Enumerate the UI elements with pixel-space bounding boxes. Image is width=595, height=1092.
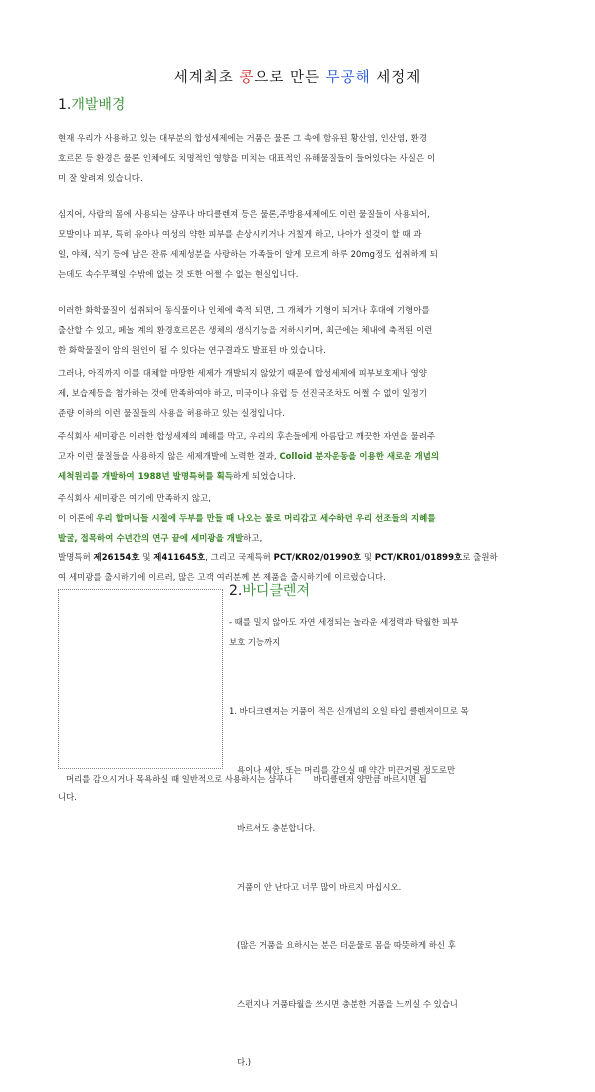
p2-line: 는데도 속수무책일 수밖에 없는 것 또한 어쩔 수 없는 현실입니다.	[58, 269, 299, 279]
p6-highlight: 발굴, 접목하여 수년간의 연구 끝에 세미광을 개발	[58, 533, 244, 543]
section2-title: 바디클렌져	[242, 583, 310, 599]
section2-heading	[229, 580, 310, 600]
p6-line	[58, 508, 538, 528]
p2-line: 모발이나 피부, 특히 유아나 여성의 약한 피부를 손상시키거나 거칠게 하고, 나아가 설겆이 할 때 과	[58, 229, 422, 239]
paragraph-4	[58, 363, 538, 423]
p3-line: 출산할 수 있고, 페놀 계의 환경호르몬은 생체의 생식기능을 저하시키며, 최근에는 체내에 축적된 이런	[58, 325, 433, 335]
p1-line: 호르몬 등 환경은 물론 인체에도 치명적인 영향을 미치는 대표적인 유해물질들이 들어있다는 사실은 이	[58, 153, 436, 163]
p3-line: 이러한 화학물질이 섭취되어 동식물이나 인체에 축적 되면, 그 개체가 기형이 되거나 후대에 기형아를	[58, 305, 430, 315]
p7-line	[58, 547, 538, 567]
section1-number: 1.	[58, 97, 72, 113]
p7-line: 여 세미광를 출시하기에 이르러, 많은 고객 여러분께 본 제품을 출시하기에 이르렀습니다.	[58, 572, 386, 582]
item1-line: 바르셔도 충분합니다.	[229, 823, 316, 833]
p2-line: 심지어, 사람의 몸에 사용되는 샴푸나 바디클렌져 등은 물론,주방용세제에도 이런 물질들이 사용되어,	[58, 209, 430, 219]
p5-highlight: Colloid 분자운동을 이용한 새로운 개념의	[279, 451, 440, 461]
p6-highlight: 우리 할머니들 시절에 두부를 만들 때 나오는 물로 머리감고 세수하던 우리 선조들의 지혜를	[96, 513, 436, 523]
patent-number: 제411645호	[153, 552, 206, 562]
p6-text: 하고,	[243, 533, 263, 543]
intro-line: - 때를 밀지 않아도 자연 세정되는 놀라운 세정력과 탁월한 피부	[229, 617, 459, 627]
title-part2: 으로 만든	[254, 70, 326, 86]
item1-line: 욕이나 세안, 또는 머리를 감으실 때 약간 미끈거릴 정도로만	[229, 764, 456, 775]
product-image-placeholder	[58, 589, 223, 769]
p5-line: 주식회사 세미광은 이러한 합성세제의 폐해를 막고, 우리의 후손들에게 아름답고 깨끗한 자연을 물려주	[58, 431, 436, 441]
section2-number: 2.	[229, 583, 243, 599]
p5-highlight: 세척원리를 개발하여 1988년 발명특허를 획득	[58, 471, 234, 481]
p5-text: 고자 이런 물질들을 사용하지 않은 세제개발에 노력한 결과,	[58, 451, 280, 461]
p3-line: 한 화학물질이 암의 원인이 될 수 있다는 연구결과도 발표된 바 있습니다.	[58, 345, 326, 355]
paragraph-5	[58, 426, 538, 486]
title-part3: 세정제	[370, 70, 422, 86]
usage-note	[58, 770, 548, 806]
item1-line: 1. 바디크렌져는 거품이 적은 신개념의 오일 타입 클렌저이므로 목	[229, 706, 469, 716]
patent-number: PCT/KR01/01899호	[374, 552, 463, 562]
p1-line: 현재 우리가 사용하고 있는 대부분의 합성세제에는 거품은 물론 그 속에 함유된 황산염, 인산염, 환경	[58, 133, 428, 143]
footer-line: 니다.	[58, 792, 77, 802]
footer-line: 머리를 감으시거나 목욕하실 때 일반적으로 사용하시는 샴푸나 바디클렌저 양만큼 바르시면 됩	[58, 774, 427, 784]
p4-line: 제, 보습제등을 첨가하는 것에 만족하여야 하고, 미국이나 유럽 등 선진국조차도 어쩔 수 없이 일정기	[58, 388, 428, 398]
item1-line: 다.)	[229, 1057, 252, 1067]
paragraph-3	[58, 300, 538, 360]
title-part1: 세계최초	[173, 70, 240, 86]
p6-text: 이 이론에	[58, 513, 97, 523]
p4-line: 준량 이하의 이런 물질들의 사용을 허용하고 있는 실정입니다.	[58, 408, 285, 418]
item1-line: 스펀지나 거품타월을 쓰시면 충분한 거품을 느끼실 수 있습니	[229, 998, 458, 1009]
p7-text: 발명특허	[58, 552, 94, 562]
section1-title: 개발배경	[71, 97, 126, 113]
p7-text: 및	[361, 552, 375, 562]
title-highlight-bean: 콩	[239, 70, 255, 86]
p2-line: 일, 야채, 식기 등에 남은 잔류 세제성분을 사랑하는 가족들이 알게 모르게 하루 20mg정도 섭취하게 되	[58, 249, 438, 259]
section2-item-1	[229, 663, 541, 1092]
p1-line: 미 잘 알려져 있습니다.	[58, 173, 143, 183]
section1-heading	[58, 94, 125, 114]
p7-text: , 그리고 국제특허	[205, 552, 274, 562]
p5-line	[58, 446, 538, 466]
patent-number: 제26154호	[93, 552, 140, 562]
title-highlight-eco: 무공해	[325, 70, 371, 86]
p4-line: 그러나, 아직까지 이를 대체할 마땅한 세제가 개발되지 않았기 때문에 합성세제에 피부보호제나 영양	[58, 368, 427, 378]
p5-line	[58, 466, 538, 486]
p5-text: 하게 되었습니다.	[233, 471, 296, 481]
item1-line: 거품이 안 난다고 너무 많이 바르지 마십시오.	[229, 881, 402, 892]
p7-text: 및	[139, 552, 154, 562]
item1-line: (많은 거품을 요하시는 분은 더운물로 몸을 따뜻하게 하신 후	[229, 940, 456, 950]
patent-number: PCT/KR02/01990호	[273, 552, 362, 562]
paragraph-2	[58, 204, 538, 284]
p7-text: 로 출원하	[462, 552, 498, 562]
p6-line	[58, 528, 538, 548]
paragraph-1	[58, 128, 538, 188]
section2-intro	[229, 613, 541, 652]
intro-line: 보호 기능까지	[229, 636, 281, 647]
page-title	[0, 66, 595, 87]
p6-line: 주식회사 세미광은 여기에 만족하지 않고,	[58, 493, 212, 503]
paragraph-6	[58, 488, 538, 548]
